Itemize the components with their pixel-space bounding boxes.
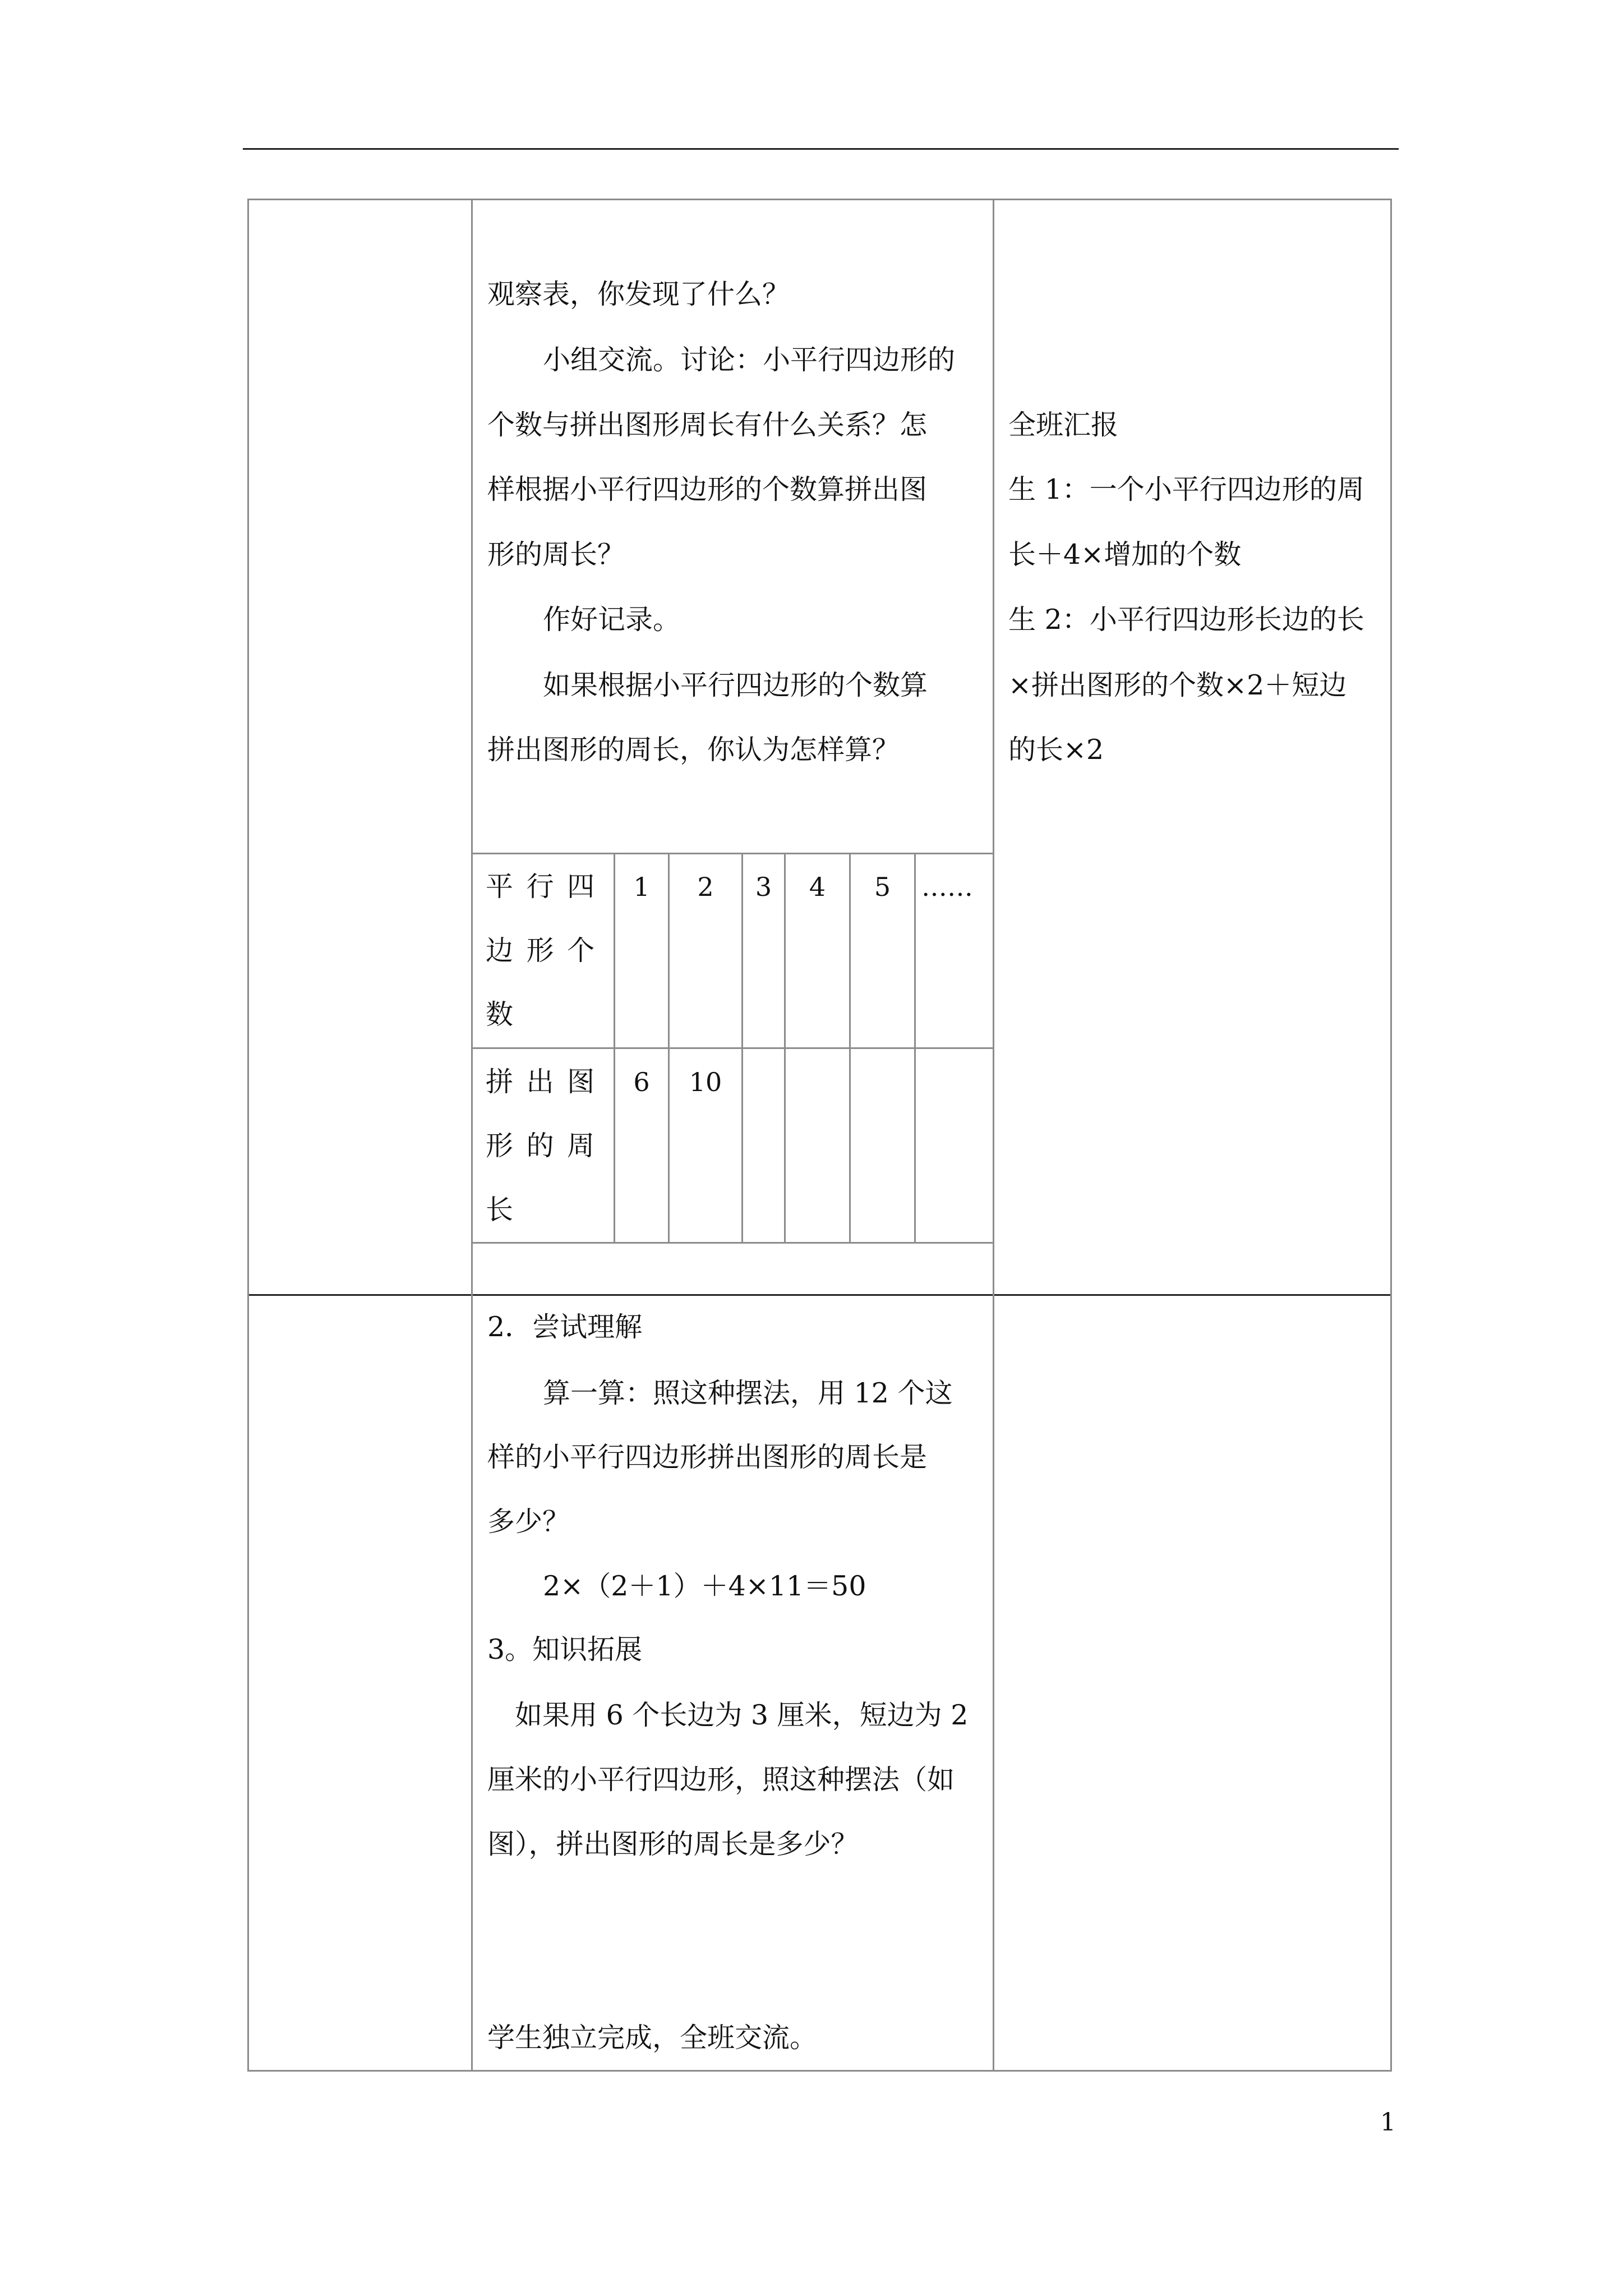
table-cell: 10 xyxy=(689,1067,722,1097)
text-line: 如果用 6 个长边为 3 厘米，短边为 2 xyxy=(515,1699,969,1731)
inner-table-col xyxy=(849,853,851,1244)
table-col-divider-2 xyxy=(993,199,994,2072)
table-right-border xyxy=(1390,199,1392,2072)
row-label-line: 边 形 个 xyxy=(486,935,597,967)
text-line: 作好记录。 xyxy=(543,604,681,636)
text-line: 全班汇报 xyxy=(1008,409,1119,441)
inner-table-col xyxy=(741,853,743,1244)
text-line: 学生独立完成，全班交流。 xyxy=(487,2022,818,2054)
section-heading: 3。知识拓展 xyxy=(487,1634,643,1665)
text-line: 形的周长？ xyxy=(487,539,625,570)
text-line: 长＋4×增加的个数 xyxy=(1008,539,1242,570)
table-cell: 5 xyxy=(874,872,891,902)
table-row-divider xyxy=(247,1294,1392,1296)
text-line: 生 1：一个小平行四边形的周 xyxy=(1008,473,1364,505)
table-col-divider-1 xyxy=(471,199,473,2072)
row-label-line: 形 的 周 xyxy=(486,1130,597,1162)
text-line: 观察表，你发现了什么？ xyxy=(487,278,790,310)
row-label-line: 长 xyxy=(486,1194,514,1226)
inner-table-col xyxy=(614,853,615,1244)
text-line: 样根据小平行四边形的个数算拼出图 xyxy=(487,473,928,505)
text-line: 小组交流。讨论：小平行四边形的 xyxy=(543,344,956,376)
text-line: 厘米的小平行四边形，照这种摆法（如 xyxy=(487,1764,955,1796)
table-bottom-border xyxy=(247,2070,1392,2072)
page-number: 1 xyxy=(1380,2108,1396,2137)
text-line: 的长×2 xyxy=(1008,734,1104,766)
row-label-line: 平 行 四 xyxy=(486,871,597,903)
inner-table-bottom xyxy=(471,1242,994,1244)
row-label-line: 拼 出 图 xyxy=(486,1066,597,1098)
table-cell: …… xyxy=(921,872,973,902)
text-line: 如果根据小平行四边形的个数算 xyxy=(543,669,928,701)
text-line: 图），拼出图形的周长是多少？ xyxy=(487,1828,859,1860)
table-cell: 4 xyxy=(809,872,826,902)
text-line: ×拼出图形的个数×2＋短边 xyxy=(1008,669,1347,701)
text-line: 拼出图形的周长，你认为怎样算？ xyxy=(487,734,900,766)
table-cell: 2 xyxy=(697,872,714,902)
text-line: 算一算：照这种摆法，用 12 个这 xyxy=(543,1377,953,1409)
inner-table-col xyxy=(784,853,786,1244)
inner-table-col xyxy=(668,853,670,1244)
inner-table-col xyxy=(914,853,916,1244)
text-line: 多少？ xyxy=(487,1506,570,1538)
inner-table-mid xyxy=(471,1047,994,1049)
text-line: 生 2：小平行四边形长边的长 xyxy=(1008,604,1364,636)
table-top-border xyxy=(247,199,1392,200)
text-line: 样的小平行四边形拼出图形的周长是 xyxy=(487,1441,928,1473)
table-cell: 6 xyxy=(633,1067,650,1097)
section-heading: 2．尝试理解 xyxy=(487,1311,643,1343)
inner-table-top xyxy=(471,853,994,854)
row-label-line: 数 xyxy=(486,999,514,1030)
formula: 2×（2＋1）＋4×11＝50 xyxy=(543,1570,866,1602)
table-cell: 3 xyxy=(755,872,772,902)
header-rule xyxy=(243,148,1399,150)
table-left-border xyxy=(247,199,249,2072)
text-line: 个数与拼出图形周长有什么关系？怎 xyxy=(487,409,928,441)
table-cell: 1 xyxy=(633,872,650,902)
